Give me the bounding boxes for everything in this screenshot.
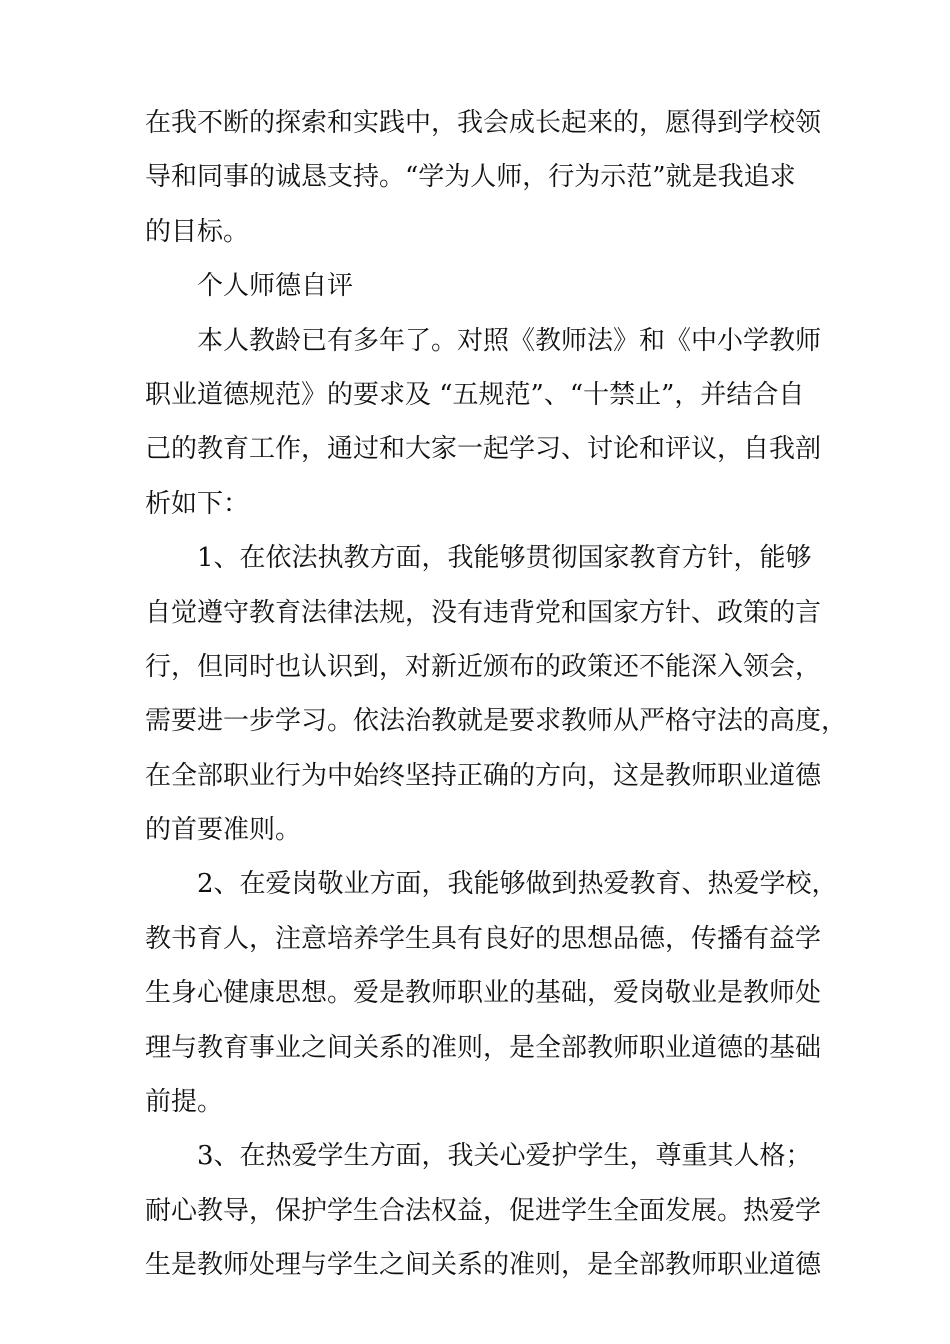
text-line: 生是教师处理与学生之间关系的准则，是全部教师职业道德 bbox=[145, 1250, 822, 1281]
text-line: 本人教龄已有多年了。对照《教师法》和《中小学教师 bbox=[197, 325, 822, 356]
text-line: 导和同事的诚恳支持。“学为人师，行为示范”就是我追求 bbox=[145, 162, 796, 193]
text-line: 生身心健康思想。爱是教师职业的基础，爱岗敬业是教师处 bbox=[145, 978, 822, 1009]
text-line: 前提。 bbox=[145, 1087, 224, 1118]
text-line: 职业道德规范》的要求及 “五规范”、“十禁止”，并结合自 bbox=[145, 379, 805, 410]
text-line: 自觉遵守教育法律法规，没有违背党和国家方针、政策的言 bbox=[145, 597, 822, 628]
text-line: 理与教育事业之间关系的准则，是全部教师职业道德的基础 bbox=[145, 1032, 822, 1063]
text-line: 2、在爱岗敬业方面，我能够做到热爱教育、热爱学校， bbox=[197, 869, 838, 900]
text-line: 的首要准则。 bbox=[145, 815, 302, 846]
document-body bbox=[145, 96, 848, 1293]
text-line: 己的教育工作，通过和大家一起学习、讨论和评议，自我剖 bbox=[145, 434, 822, 465]
text-line: 的目标。 bbox=[145, 216, 250, 247]
text-line: 耐心教导，保护学生合法权益，促进学生全面发展。热爱学 bbox=[145, 1195, 822, 1226]
text-line: 在全部职业行为中始终坚持正确的方向，这是教师职业道德 bbox=[145, 760, 822, 791]
text-line: 析如下： bbox=[145, 488, 250, 519]
section-heading: 个人师德自评 bbox=[197, 271, 354, 302]
text-line: 需要进一步学习。依法治教就是要求教师从严格守法的高度， bbox=[145, 706, 848, 737]
text-line: 1、在依法执教方面，我能够贯彻国家教育方针，能够 bbox=[197, 543, 812, 574]
text-line: 在我不断的探索和实践中，我会成长起来的，愿得到学校领 bbox=[145, 108, 822, 138]
text-line: 行，但同时也认识到，对新近颁布的政策还不能深入领会， bbox=[145, 651, 822, 682]
text-line: 教书育人，注意培养学生具有良好的思想品德，传播有益学 bbox=[145, 923, 822, 954]
text-line: 3、在热爱学生方面，我关心爱护学生，尊重其人格； bbox=[197, 1141, 812, 1172]
